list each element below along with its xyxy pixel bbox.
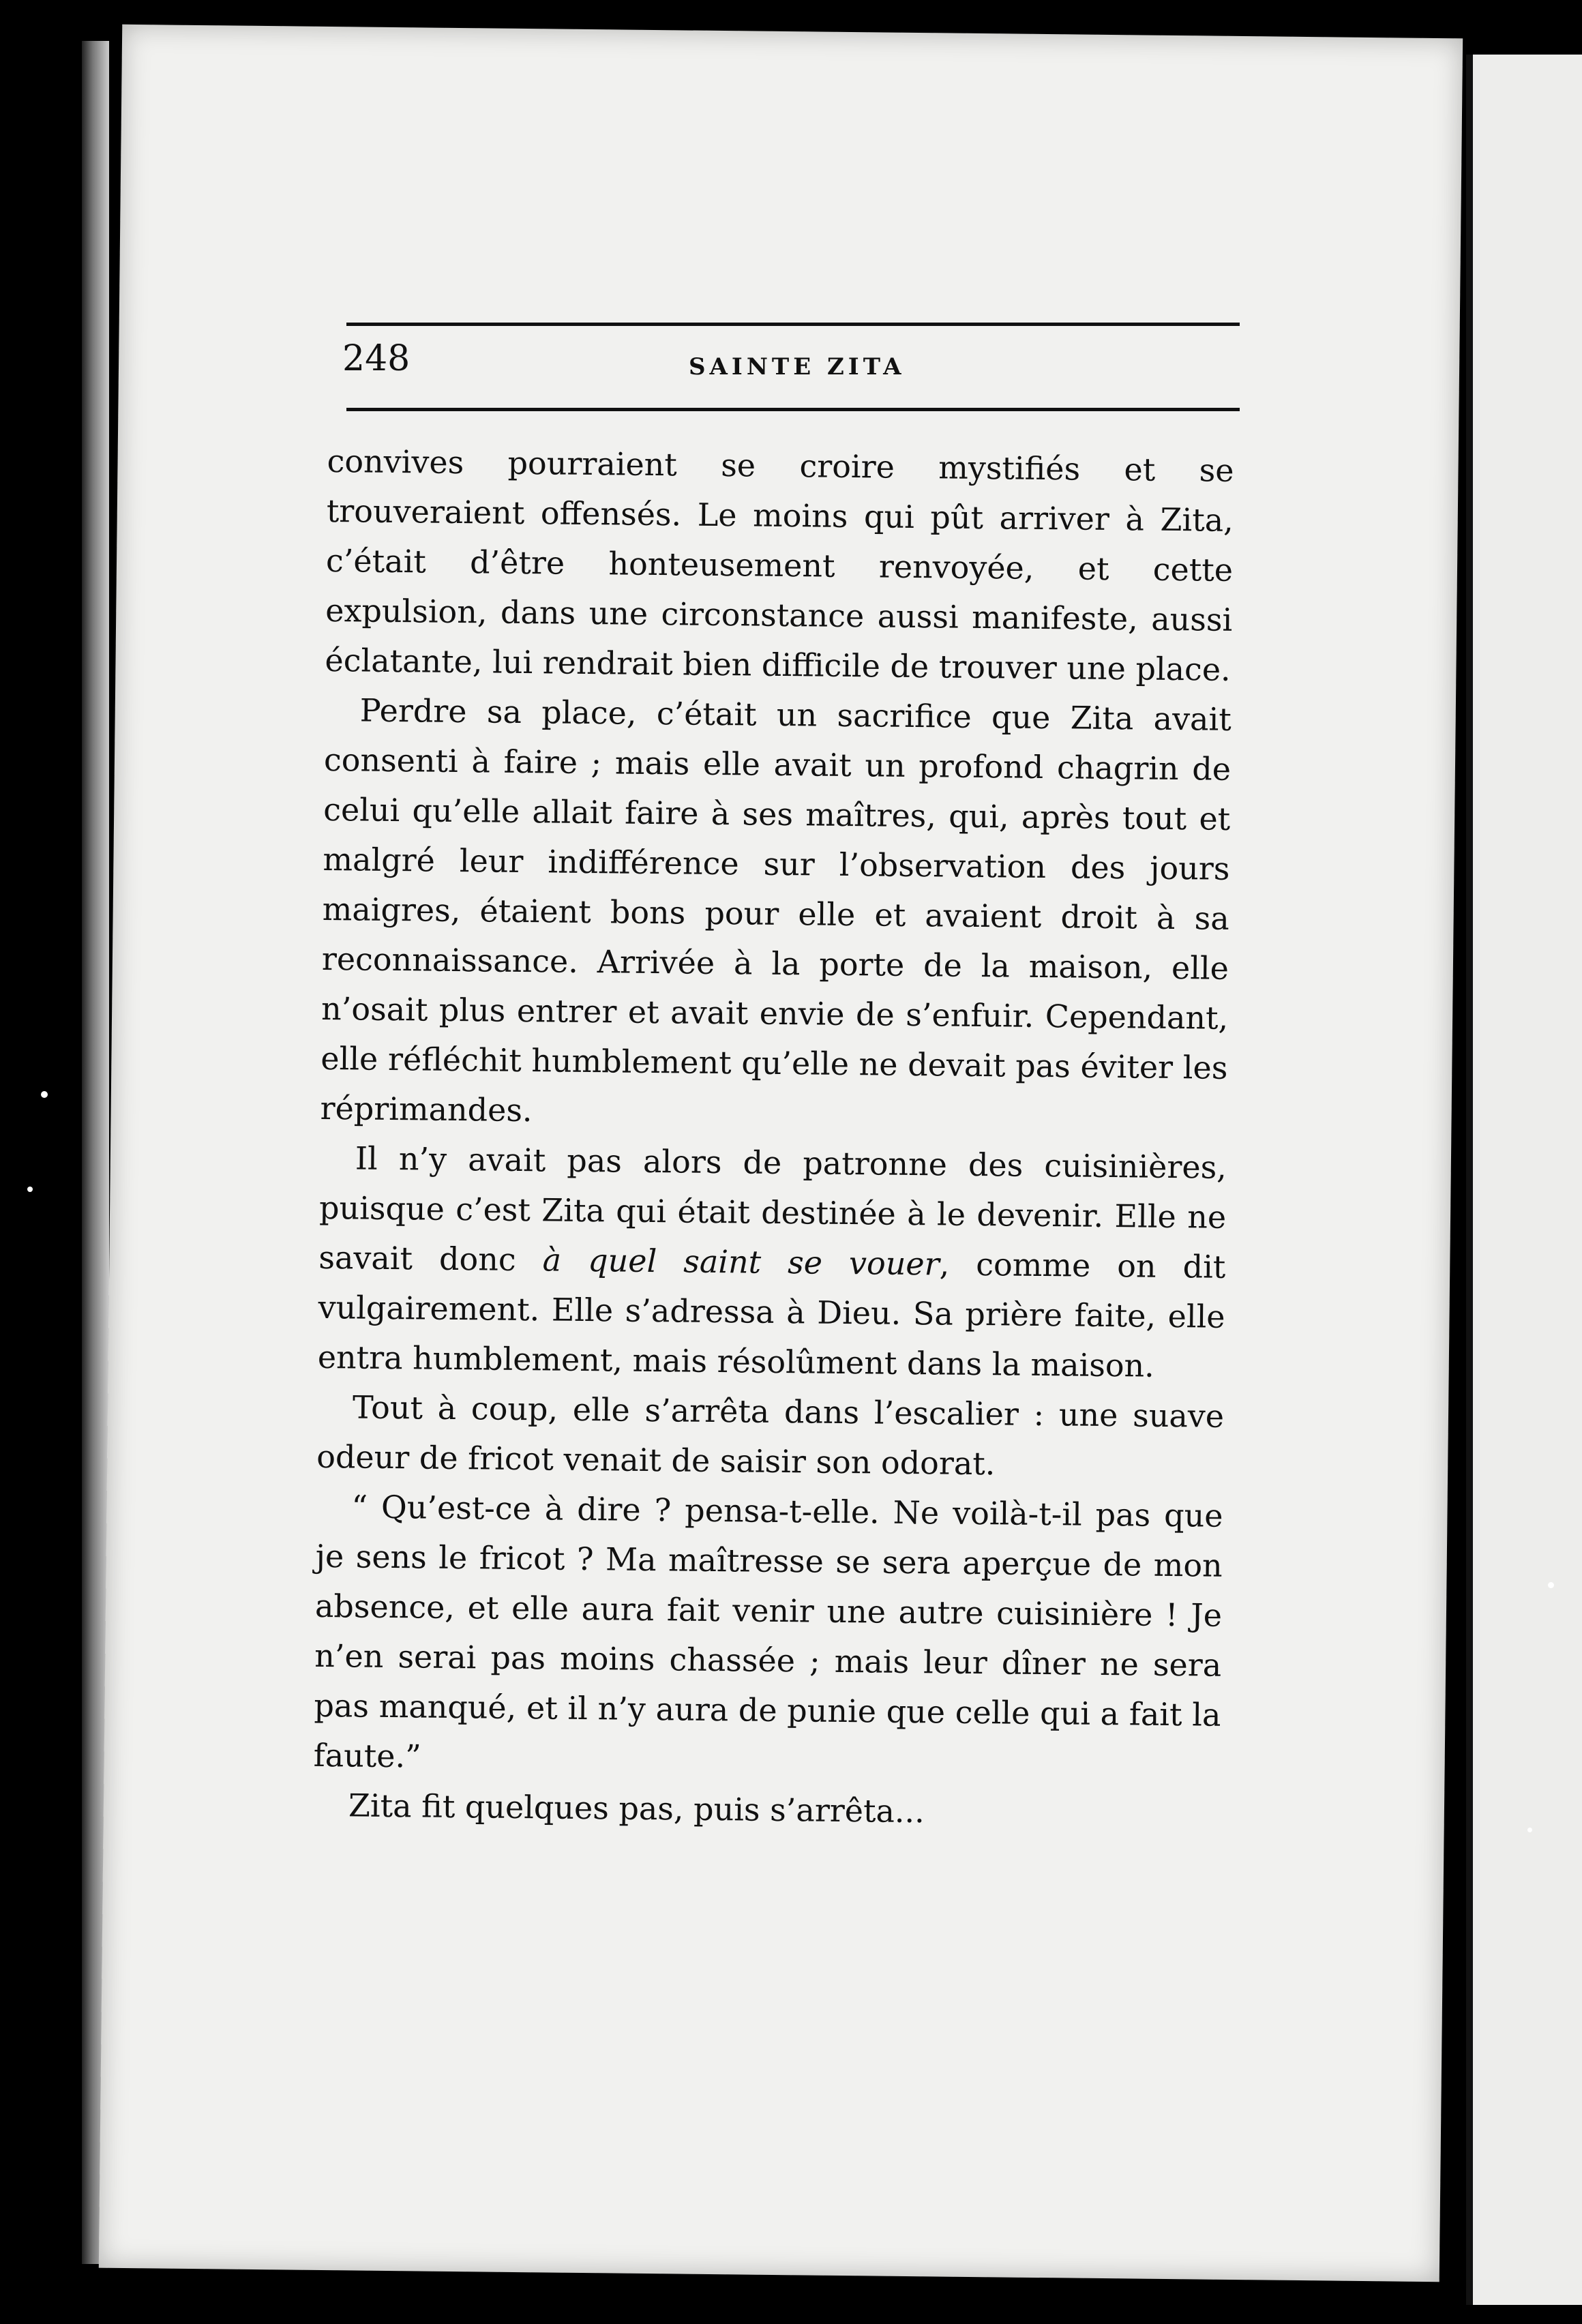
body-text <box>313 436 1234 1840</box>
paragraph-3-text-b: , comme on dit vulgairement. Elle s’adressa à Dieu. Sa prière faite, elle entra humblement, mais résolûment dans la maison. <box>317 1245 1226 1384</box>
scan-speck <box>1527 1828 1532 1832</box>
header-rule-bottom <box>346 408 1240 411</box>
scan-speck <box>41 1091 48 1098</box>
header-rule-top <box>346 323 1240 326</box>
page-number: 248 <box>342 338 411 379</box>
paragraph-4: Tout à coup, elle s’arrêta dans l’escalier : une suave odeur de fricot venait de saisir son odorat. <box>316 1388 1225 1483</box>
paragraph-3 <box>317 1133 1227 1392</box>
facing-page <box>1473 55 1582 2305</box>
scan-speck <box>27 1187 33 1192</box>
paragraph-1: convives pourraient se croire mystifiés et se trouveraient offensés. Le moins qui pût arriver à Zita, c’était d’être honteusement renvoyée, et cette expulsion, dans une circonstance aussi manifeste, aussi éclatante, lui rendrait bien difficile de trouver une place. <box>325 442 1234 688</box>
paragraph-3-text-a: Il n’y avait pas alors de patronne des cuisinières, puisque c’est Zita qui était destinée à le devenir. Elle ne savait donc <box>318 1139 1227 1279</box>
paragraph-3-italic-phrase: à quel saint se vouer <box>542 1241 940 1283</box>
paragraph-2: Perdre sa place, c’était un sacrifice que Zita avait consenti à faire ; mais elle avait un profond chagrin de celui qu’elle allait faire à ses maîtres, qui, après tout et malgré leur indifférence sur l’observation des jours maigres, étaient bons pour elle et avaient droit à sa reconnaissance. Arrivée à la porte de la maison, elle n’osait plus entrer et avait envie de s’enfuir. Cependant, elle réfléchit humblement qu’elle ne devait pas éviter les réprimandes. <box>320 691 1232 1129</box>
running-title: SAINTE ZITA <box>689 353 906 381</box>
scan-speck <box>1548 1582 1554 1588</box>
paragraph-5: “ Qu’est-ce à dire ? pensa-t-elle. Ne voilà-t-il pas que je sens le fricot ? Ma maîtresse se sera aperçue de mon absence, et elle aura fait venir une autre cuisinière ! Je n’en serai pas moins chassée ; mais leur dîner ne sera pas manqué, et il n’y aura de punie que celle qui a fait la faute.” <box>313 1488 1223 1775</box>
paragraph-6: Zita fit quelques pas, puis s’arrêta... <box>348 1787 925 1830</box>
